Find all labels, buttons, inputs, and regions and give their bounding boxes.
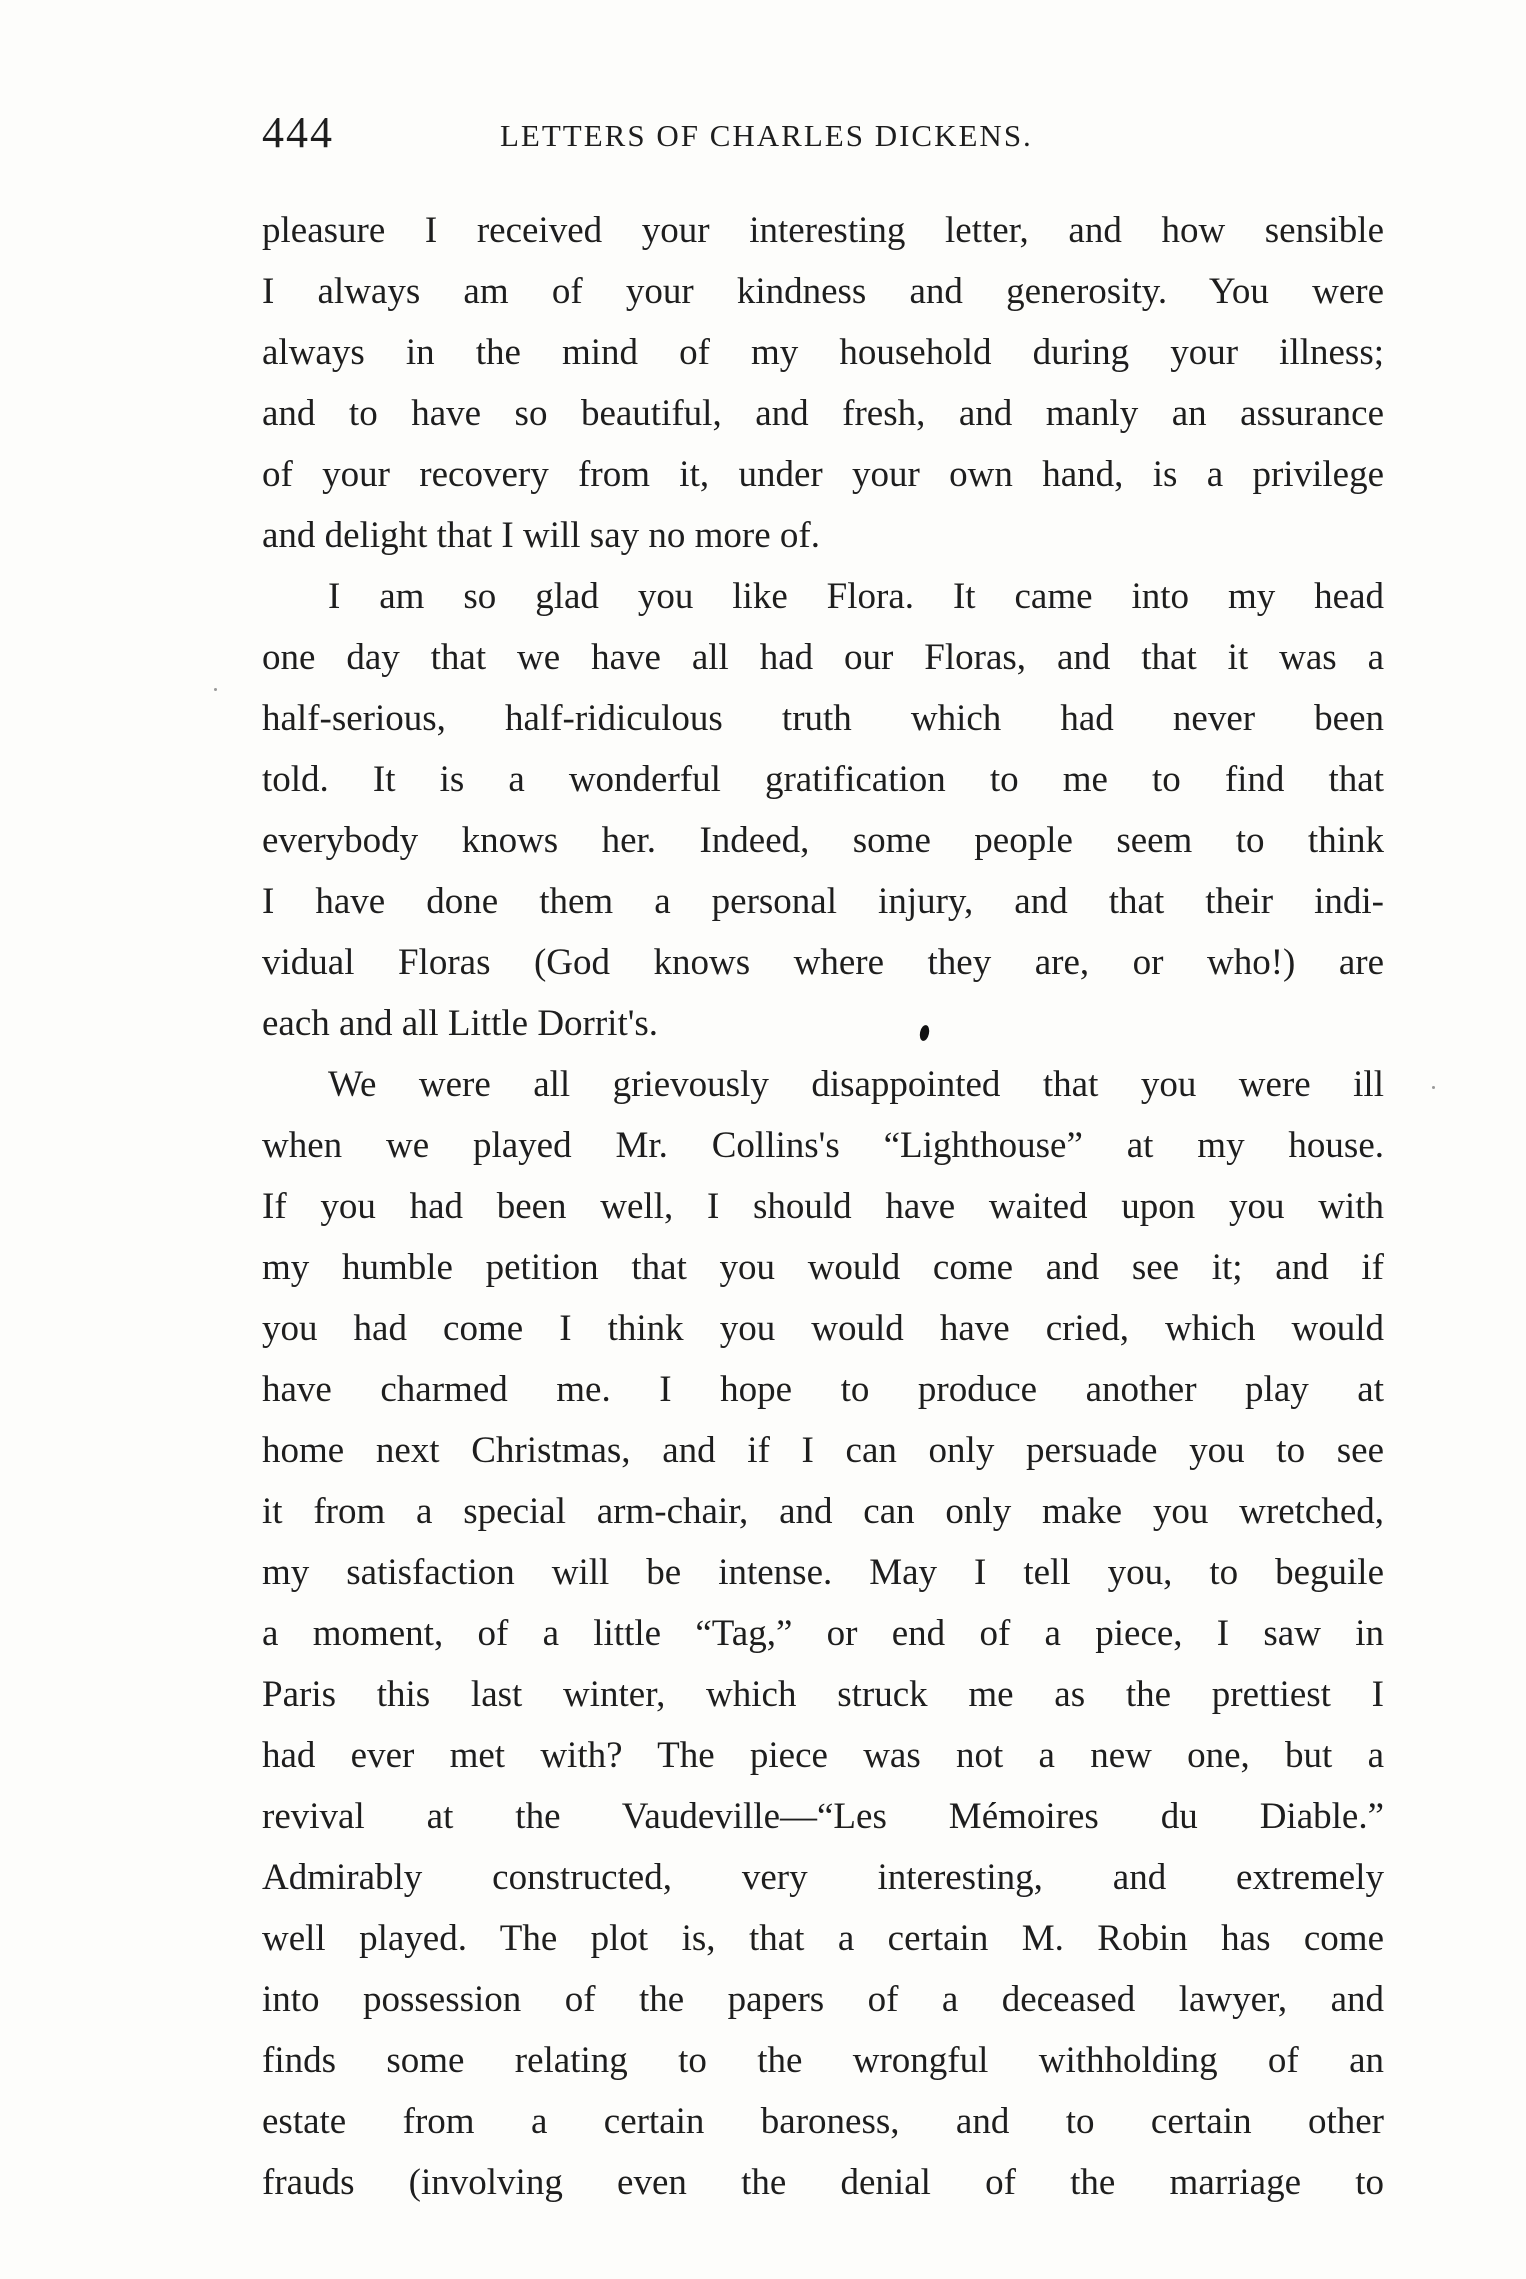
running-title: LETTERS OF CHARLES DICKENS. (500, 118, 1033, 153)
text-line: We were all grievously disappointed that you were ill (328, 1064, 1384, 1105)
text-line: I always am of your kindness and generosity. You were (262, 271, 1384, 312)
text-line: If you had been well, I should have waited upon you with (262, 1186, 1384, 1227)
running-head (262, 108, 1384, 158)
text-line: a moment, of a little “Tag,” or end of a piece, I saw in (262, 1613, 1384, 1654)
text-line: finds some relating to the wrongful withholding of an (262, 2040, 1384, 2081)
text-line: each and all Little Dorrit's. (262, 1003, 659, 1044)
text-line: and delight that I will say no more of. (262, 515, 820, 556)
text-line: my satisfaction will be intense. May I tell you, to beguile (262, 1552, 1384, 1593)
text-line: pleasure I received your interesting letter, and how sensible (262, 210, 1384, 251)
text-line: Admirably constructed, very interesting, and extremely (262, 1857, 1384, 1898)
paragraph-3 (262, 1054, 1384, 2213)
text-line: one day that we have all had our Floras, and that it was a (262, 637, 1384, 678)
text-line: my humble petition that you would come and see it; and if (262, 1247, 1384, 1288)
text-line: told. It is a wonderful gratification to me to find that (262, 759, 1384, 800)
page-number: 444 (262, 108, 334, 157)
text-line: always in the mind of my household during your illness; (262, 332, 1384, 373)
text-line: have charmed me. I hope to produce another play at (262, 1369, 1384, 1410)
text-line: of your recovery from it, under your own hand, is a privilege (262, 454, 1384, 495)
text-line: I have done them a personal injury, and that their indi- (262, 881, 1384, 922)
text-line: had ever met with? The piece was not a new one, but a (262, 1735, 1384, 1776)
body-text (262, 200, 1384, 2213)
text-line: into possession of the papers of a deceased lawyer, and (262, 1979, 1384, 2020)
text-line: half-serious, half-ridiculous truth which had never been (262, 698, 1384, 739)
text-line: well played. The plot is, that a certain M. Robin has come (262, 1918, 1384, 1959)
margin-mark (1432, 1086, 1435, 1089)
text-line: home next Christmas, and if I can only persuade you to see (262, 1430, 1384, 1471)
text-line: Paris this last winter, which struck me as the prettiest I (262, 1674, 1384, 1715)
text-line: revival at the Vaudeville—“Les Mémoires du Diable.” (262, 1796, 1384, 1837)
text-line: and to have so beautiful, and fresh, and manly an assurance (262, 393, 1384, 434)
text-line: when we played Mr. Collins's “Lighthouse” at my house. (262, 1125, 1384, 1166)
paragraph-1 (262, 200, 1384, 566)
text-line: frauds (involving even the denial of the marriage to (262, 2162, 1384, 2203)
margin-mark (214, 688, 217, 691)
text-line: I am so glad you like Flora. It came into my head (328, 576, 1384, 617)
paragraph-2 (262, 566, 1384, 1054)
text-line: vidual Floras (God knows where they are, or who!) are (262, 942, 1384, 983)
text-line: it from a special arm-chair, and can only make you wretched, (262, 1491, 1384, 1532)
text-line: you had come I think you would have cried, which would (262, 1308, 1384, 1349)
text-line: everybody knows her. Indeed, some people seem to think (262, 820, 1384, 861)
text-line: estate from a certain baroness, and to certain other (262, 2101, 1384, 2142)
